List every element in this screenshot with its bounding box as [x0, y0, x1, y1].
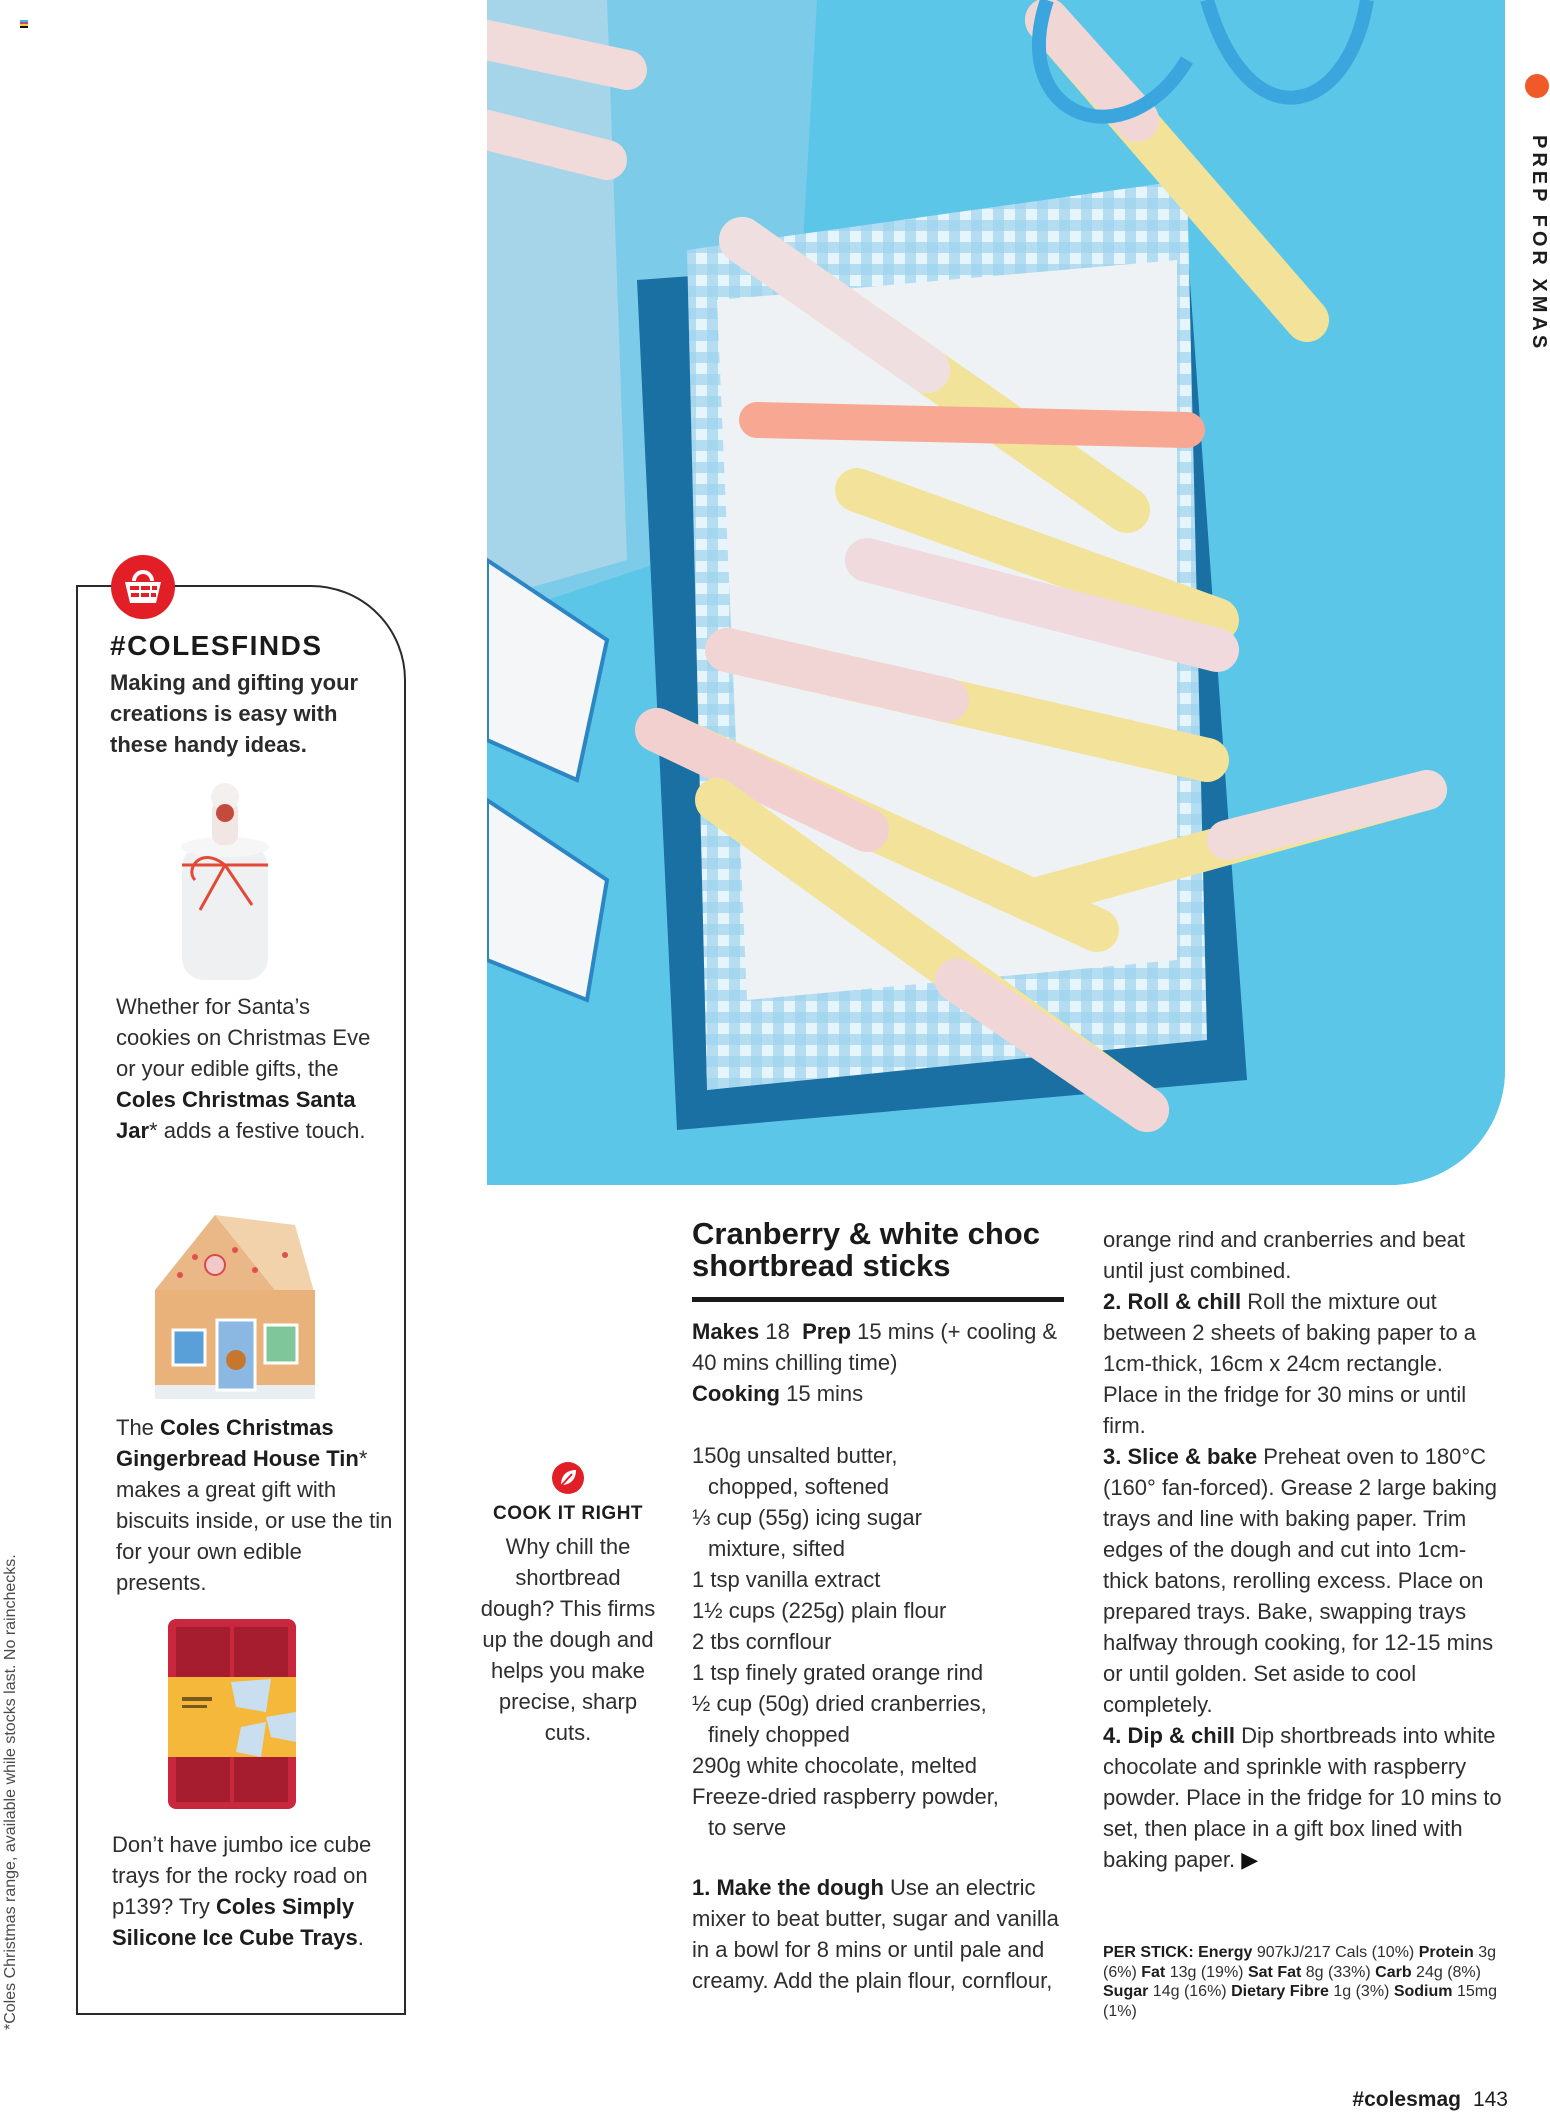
footer-hashtag: #colesmag: [1352, 2088, 1461, 2111]
section-tab-label: PREP FOR XMAS: [1528, 135, 1550, 353]
nutrition-info: PER STICK: Energy 907kJ/217 Cals (10%) Protein 3g (6%) Fat 13g (19%) Sat Fat 8g (33%) Carb 24g (8%) Sugar 14g (16%) Dietary Fibre 1g (3%) Sodium 15mg (1%): [1103, 1944, 1497, 2020]
ingredient-item: 2 tbs cornflour: [692, 1629, 832, 1654]
ingredient-item: 1 tsp finely grated orange rind: [692, 1660, 984, 1685]
method-step-1-continued: orange rind and cranberries and beat until just combined.: [1103, 1227, 1466, 1283]
colesfinds-title: #COLESFINDS: [110, 630, 323, 661]
ingredient-item: Freeze-dried raspberry powder, to serve: [692, 1784, 999, 1840]
ingredient-item: 290g white chocolate, melted: [692, 1753, 977, 1778]
silicone-ice-cube-tray-image: [166, 1617, 298, 1812]
ingredient-item: ½ cup (50g) dried cranberries, finely chopped: [692, 1691, 987, 1747]
page-footer: [1352, 2088, 1508, 2112]
method-step-4: 4. Dip & chill Dip shortbreads into white chocolate and sprinkle with raspberry powder. Place in the fridge for 10 mins to set, then place in a gift box lined with baking paper. ▶: [1103, 1723, 1502, 1872]
disclaimer-text: *Coles Christmas range, available while stocks last. No rainchecks.: [2, 1554, 19, 2030]
gingerbread-house-tin-image: [145, 1195, 325, 1405]
method-step-1: 1. Make the dough Use an electric mixer to beat butter, sugar and vanilla in a bowl for 8 mins or until pale and creamy. Add the plain flour, cornflour,: [692, 1875, 1059, 1993]
hero-photo-shortbread-sticks: [487, 0, 1505, 1185]
ice-cube-tray-description: Don’t have jumbo ice cube trays for the rocky road on p139? Try Coles Simply Silicone Ice Cube Trays.: [112, 1832, 372, 1950]
recipe-meta: Makes 18 Prep 15 mins (+ cooling & 40 mins chilling time) Cooking 15 mins: [692, 1319, 1058, 1406]
ingredient-item: ⅓ cup (55g) icing sugar mixture, sifted: [692, 1505, 922, 1561]
title-divider: [692, 1297, 1064, 1302]
method-step-2: 2. Roll & chill Roll the mixture out between 2 sheets of baking paper to a 1cm-thick, 16cm x 24cm rectangle. Place in the fridge for 30 mins or until firm.: [1103, 1289, 1477, 1438]
page-number: 143: [1472, 2088, 1508, 2111]
gingerbread-house-description: The Coles Christmas Gingerbread House Tin* makes a great gift with biscuits inside, or use the tin for your own edible presents.: [116, 1415, 393, 1595]
tip-title: COOK IT RIGHT: [492, 1503, 644, 1524]
leaf-icon: [552, 1462, 584, 1494]
santa-jar-description: Whether for Santa’s cookies on Christmas Eve or your edible gifts, the Coles Christmas Santa Jar* adds a festive touch.: [116, 994, 371, 1143]
ingredient-item: 1½ cups (225g) plain flour: [692, 1598, 947, 1623]
colesfinds-intro: Making and gifting your creations is easy with these handy ideas.: [110, 670, 359, 757]
ingredients-list: [692, 1440, 1082, 1843]
ingredient-item: 150g unsalted butter, chopped, softened: [692, 1443, 898, 1499]
method-continued: [1103, 1224, 1503, 1875]
end-marker-icon: ▶: [1241, 1847, 1259, 1872]
print-registration-mark: [20, 20, 28, 28]
section-dot-icon: [1525, 74, 1549, 98]
recipe-title: Cranberry & white choc shortbread sticks: [692, 1216, 1040, 1283]
method-step-3: 3. Slice & bake Preheat oven to 180°C (160° fan-forced). Grease 2 large baking trays and line with baking paper. Trim edges of the dough and cut into 1cm-thick batons, rerolling excess. Place on prepared trays. Bake, swapping trays halfway through cooking, for 12-15 mins or until golden. Set aside to cool completely.: [1103, 1444, 1498, 1717]
ingredient-item: 1 tsp vanilla extract: [692, 1567, 881, 1592]
tip-body: Why chill the shortbread dough? This firms up the dough and helps you make precise, sharp cuts.: [480, 1534, 656, 1745]
basket-icon: [111, 555, 175, 619]
santa-jar-image: [160, 775, 290, 985]
